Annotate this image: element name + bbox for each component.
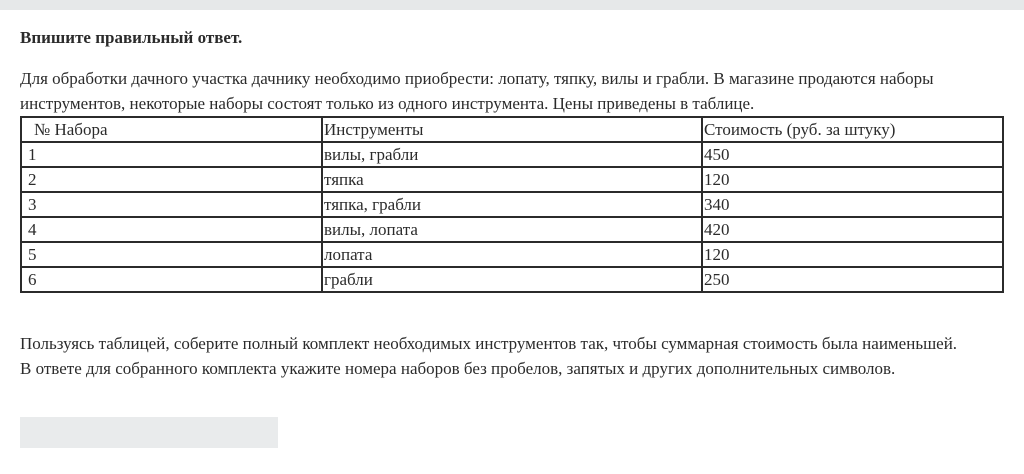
cell-set-number: 5	[21, 242, 322, 267]
cell-set-number: 4	[21, 217, 322, 242]
cell-set-number: 6	[21, 267, 322, 292]
task-line-2: В ответе для собранного комплекта укажите номера наборов без пробелов, запятых и других дополнительных символов.	[20, 359, 896, 378]
header-set-number: № Набора	[21, 117, 322, 142]
cell-cost: 340	[702, 192, 1003, 217]
cell-cost: 420	[702, 217, 1003, 242]
table-row	[21, 217, 1003, 242]
cell-set-number: 1	[21, 142, 322, 167]
cell-set-number: 2	[21, 167, 322, 192]
cell-tools: вилы, лопата	[322, 217, 702, 242]
instruction-heading: Впишите правильный ответ.	[20, 28, 243, 47]
cell-cost: 120	[702, 167, 1003, 192]
header-tools: Инструменты	[322, 117, 702, 142]
table-row	[21, 242, 1003, 267]
intro-text: Для обработки дачного участка дачнику необходимо приобрести: лопату, тяпку, вилы и грабли. В магазине продаются наборы инструментов, некоторые наборы состоят только из одного инструмента. Цены приведены в таблице.	[20, 69, 934, 113]
task-line-1: Пользуясь таблицей, соберите полный комплект необходимых инструментов так, чтобы суммарная стоимость была наименьшей.	[20, 334, 958, 353]
top-bar	[0, 0, 1024, 10]
cell-tools: грабли	[322, 267, 702, 292]
table-header-row	[21, 117, 1003, 142]
header-cost: Стоимость (руб. за штуку)	[702, 117, 1003, 142]
cell-cost: 120	[702, 242, 1003, 267]
cell-cost: 450	[702, 142, 1003, 167]
cell-set-number: 3	[21, 192, 322, 217]
price-table	[20, 116, 1004, 293]
cell-tools: тяпка, грабли	[322, 192, 702, 217]
table-row	[21, 267, 1003, 292]
cell-tools: тяпка	[322, 167, 702, 192]
table-row	[21, 167, 1003, 192]
table-row	[21, 192, 1003, 217]
answer-input[interactable]	[20, 417, 278, 448]
cell-tools: лопата	[322, 242, 702, 267]
cell-tools: вилы, грабли	[322, 142, 702, 167]
table-row	[21, 142, 1003, 167]
task-text	[20, 331, 997, 381]
cell-cost: 250	[702, 267, 1003, 292]
